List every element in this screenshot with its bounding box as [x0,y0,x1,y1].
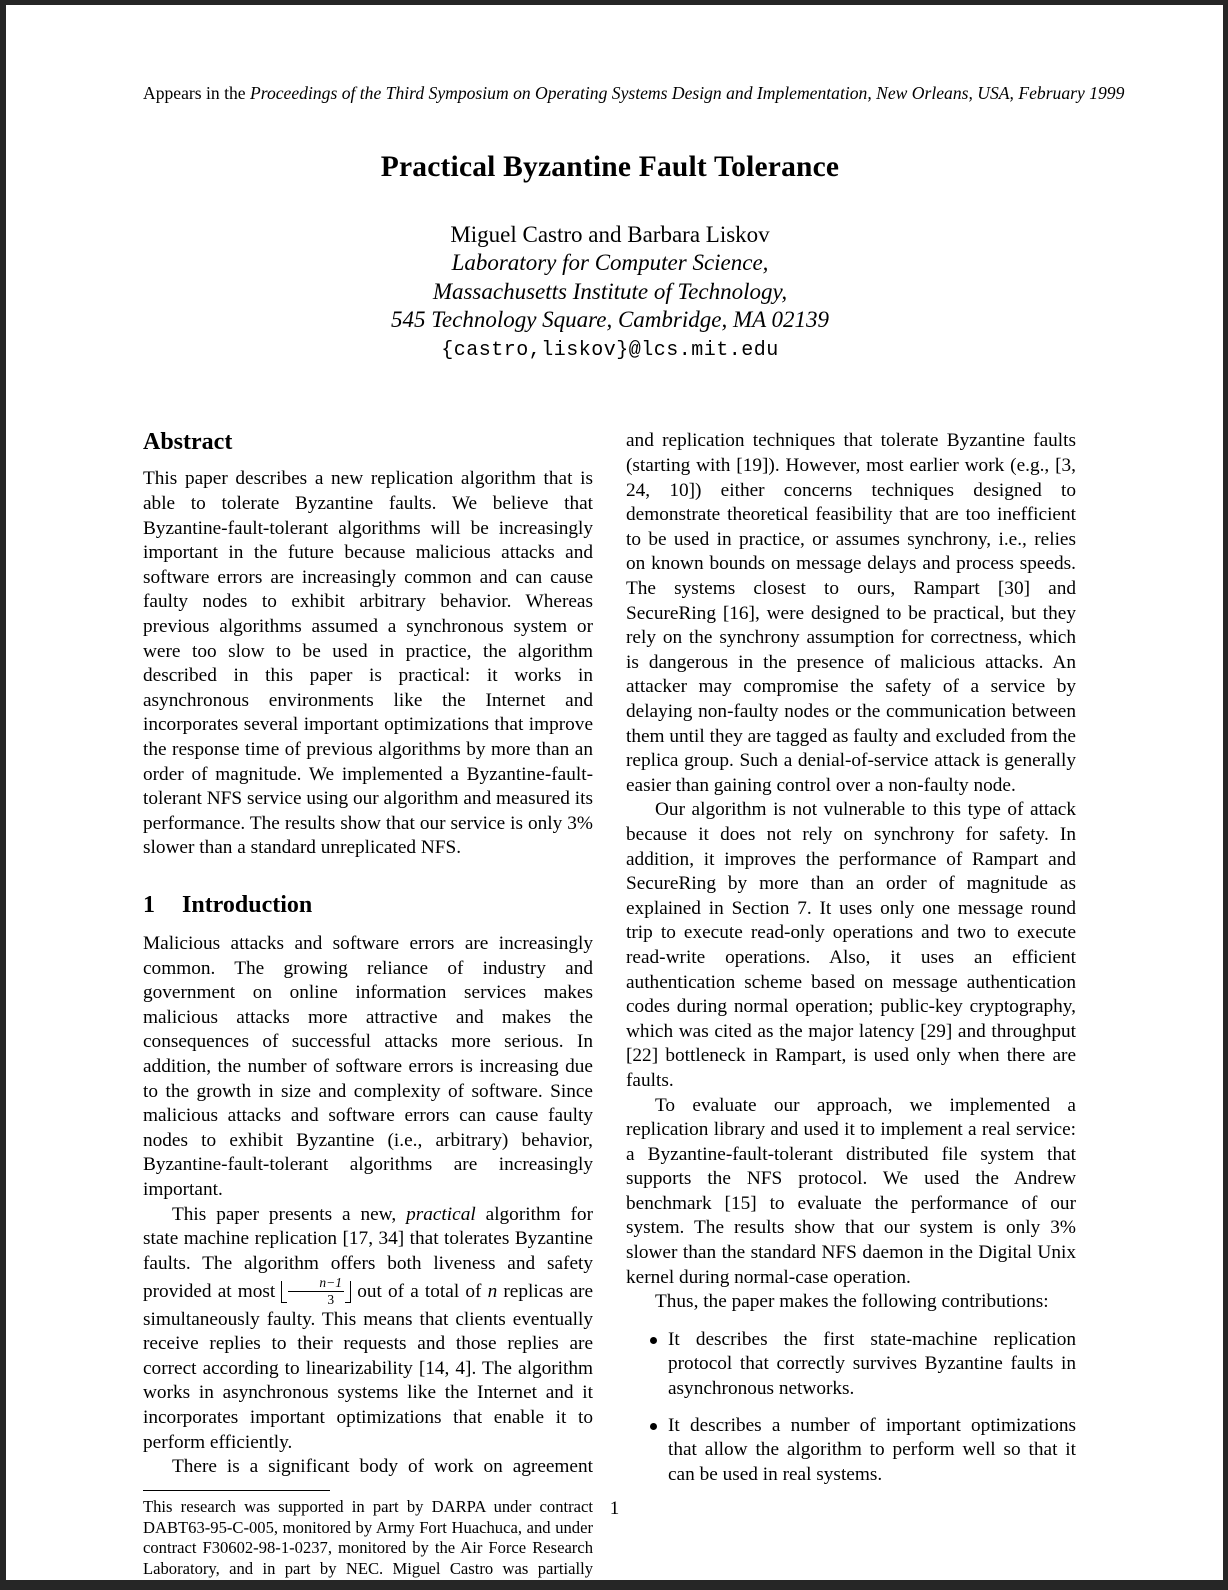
footnote-rule [143,1490,330,1491]
bullet-text: It describes the first state-machine replication protocol that correctly survives Byzantine faults in asynchronous networks. [668,1328,1076,1400]
abstract-heading: Abstract [143,429,233,456]
right-paragraph-1: and replication techniques that tolerate Byzantine faults (starting with [19]). However, most earlier work (e.g., [3, 24, 10]) either concerns techniques designed to demonstrate theoretical feasibility that are too inefficient to be used in practice, or assumes synchrony, i.e., relies on known bounds on message delays and process speeds. The systems closest to ours, Rampart [30] and SecureRing [16], were designed to be practical, but they rely on the synchrony assumption for correctness, which is dangerous in the presence of malicious attacks. An attacker may compromise the safety of a service by delaying non-faulty nodes or the communication between them until they are tagged as faulty and excluded from the replica group. Such a denial-of-service attack is generally easier than gaining control over a non-faulty node. [626,430,1076,796]
page-content [6,83,1223,1590]
footnote-text: This research was supported in part by DARPA under contract DABT63-95-C-005, monitored by Army Fort Huachuca, and under contract F30602-98-1-0237, monitored by the Air Force Research Laboratory, and in part by NEC. Miguel Castro was partially supported by a PRAXIS XXI fellowship. [143,1496,593,1590]
intro-paragraph-3: There is a significant body of work on agreement [172,1456,593,1478]
right-paragraph-3: To evaluate our approach, we implemented a replication library and used it to implement a real service: a Byzantine-fault-tolerant distributed file system that supports the NFS protocol. We used the Andrew benchmark [15] to evaluate the performance of our system. The results show that our system is only 3% slower than the standard NFS daemon in the Digital Unix kernel during normal-case operation. [626,1094,1076,1288]
abstract-section [143,429,593,861]
bullet-icon [650,1423,657,1430]
intro-paragraph-1: Malicious attacks and software errors are increasingly common. The growing reliance of industry and government on online information services makes malicious attacks more attractive and makes the consequences of successful attacks more serious. In addition, the number of software errors is increasing due to the growth in size and complexity of software. Since malicious attacks and software errors can cause faulty nodes to exhibit Byzantine (i.e., arbitrary) behavior, Byzantine-fault-tolerant algorithms are increasingly important. [143,932,593,1200]
section-number: 1 [143,891,155,918]
abstract-body: This paper describes a new replication algorithm that is able to tolerate Byzantine faults. We believe that Byzantine-fault-tolerant algorithms will be increasingly important in the future because malicious attacks and software errors are increasingly common and can cause faulty nodes to exhibit arbitrary behavior. Whereas previous algorithms assumed a synchronous system or were too slow to be used in practice, the algorithm described in this paper is practical: it works in asynchronous environments like the Internet and incorporates several important optimizations that improve the response time of previous algorithms by more than an order of magnitude. We implemented a Byzantine-fault-tolerant NFS service using our algorithm and measured its performance. The results show that our service is only 3% slower than a standard unreplicated NFS. [143,468,593,859]
intro-paragraph-2 [143,1203,593,1456]
left-column [143,429,593,1590]
header-note-prefix: Appears in the [143,83,250,103]
bullet-icon [650,1337,657,1344]
text-run: replicas are simultaneously faulty. This means that clients eventually receive replies to their requests and those replies are correct according to linearizability [14, 4]. The algorithm works in asynchronous systems like the Internet and it incorporates important optimizations that enable it to perform efficiently. [143,1281,593,1453]
fraction-denominator: 3 [327,1292,335,1308]
right-paragraph-4: Thus, the paper makes the following contributions: [655,1291,1049,1313]
email: {castro,liskov}@lcs.mit.edu [441,339,779,363]
text-run: out of a total of [351,1281,488,1303]
text-run: This paper presents a new, [172,1203,407,1225]
right-column [626,429,1076,1485]
header-note [143,83,1125,104]
two-column-body [143,429,1077,1590]
bullet-item [626,1414,1076,1488]
variable-n: n [487,1281,498,1303]
right-paragraph-2: Our algorithm is not vulnerable to this type of attack because it does not rely on synchrony for safety. In addition, it improves the performance of Rampart and SecureRing by more than an order of magnitude as explained in Section 7. It uses only one message round trip to execute read-only operations and two to execute read-write operations. Also, it uses an efficient authentication scheme based on message authentication codes during normal operation; public-key cryptography, which was cited as the major latency [29] and throughput [22] bottleneck in Rampart, is used only when there are faults. [626,799,1076,1091]
affiliation-line: Massachusetts Institute of Technology, [432,278,788,304]
affiliation-line: Laboratory for Computer Science, [451,250,769,276]
floor-open-bracket [281,1281,287,1303]
footnote-block [143,1480,593,1590]
affiliation-line: 545 Technology Square, Cambridge, MA 02139 [390,306,830,332]
author-block [143,221,1077,365]
bullet-item [626,1328,1076,1402]
italic-practical: practical [406,1203,476,1225]
introduction-section [143,861,593,1480]
section-heading [143,892,593,919]
bullet-text: It describes a number of important optimizations that allow the algorithm to perform well so that it can be used in real systems. [668,1414,1076,1485]
contributions-list [626,1328,1076,1488]
authors: Miguel Castro and Barbara Liskov [450,222,770,247]
text-run: algorithm for state machine replication [17, 34] that tolerates Byzantine faults. The algorithm offers both liveness and safety provided at most [143,1203,593,1303]
fraction-numerator: n−1 [288,1276,344,1292]
section-title: Introduction [182,891,313,918]
page-number: 1 [609,1498,620,1519]
header-note-venue: Proceedings of the Third Symposium on Operating Systems Design and Implementation, New Orleans, USA, February 1999 [250,83,1125,103]
fraction [288,1276,344,1307]
paper-title: Practical Byzantine Fault Tolerance [380,151,840,183]
